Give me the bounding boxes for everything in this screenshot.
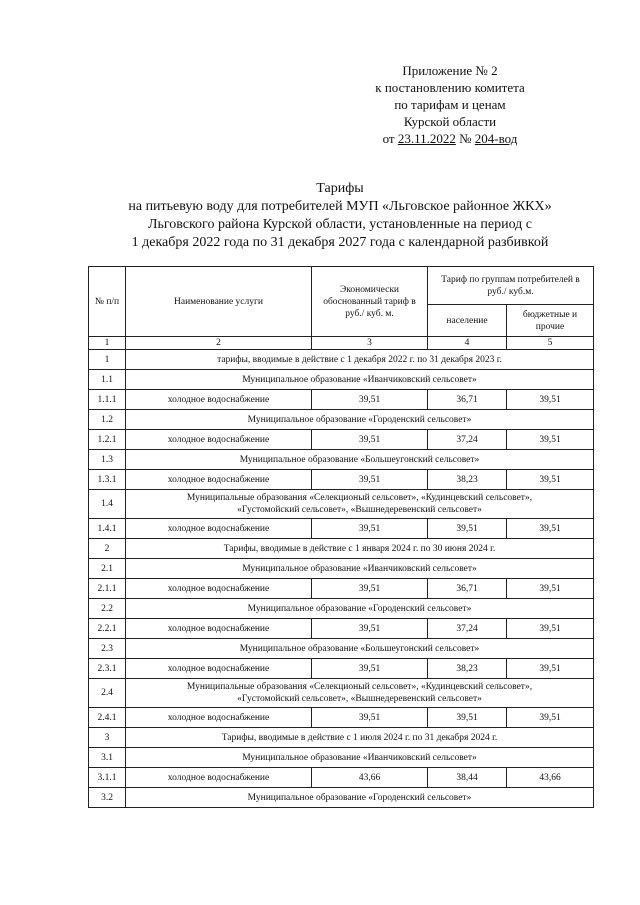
municipality-row: [89, 599, 594, 619]
population-tariff: 39,51: [428, 519, 507, 539]
appendix-line: по тарифам и ценам: [394, 97, 506, 112]
colnum: 3: [312, 337, 428, 350]
econ-tariff: 39,51: [312, 390, 428, 410]
econ-tariff: 39,51: [312, 619, 428, 639]
econ-tariff: 39,51: [312, 659, 428, 679]
budget-tariff: 43,66: [507, 768, 594, 788]
title-line: на питьевую воду для потребителей МУП «Льговское районное ЖКХ»: [128, 199, 552, 214]
population-tariff: 37,24: [428, 430, 507, 450]
row-number: 1.4.1: [89, 519, 126, 539]
econ-tariff: 43,66: [312, 768, 428, 788]
service-name: холодное водоснабжение: [126, 708, 312, 728]
appendix-line: Приложение № 2: [402, 63, 498, 78]
budget-tariff: 39,51: [507, 470, 594, 490]
tariff-table: [88, 266, 594, 808]
service-name: холодное водоснабжение: [126, 768, 312, 788]
table-row: [89, 390, 594, 410]
row-number: 1.3: [89, 450, 126, 470]
period-row: [89, 728, 594, 748]
municipality-row: [89, 370, 594, 390]
period-label: Тарифы, вводимые в действие с 1 января 2024 г. по 30 июня 2024 г.: [126, 539, 594, 559]
row-number: 2.4: [89, 679, 126, 708]
document-title: [80, 180, 600, 252]
row-number: 1.3.1: [89, 470, 126, 490]
budget-tariff: 39,51: [507, 579, 594, 599]
municipality-label: Муниципальное образование «Иванчиковский сельсовет»: [126, 559, 594, 579]
row-number: 1.1.1: [89, 390, 126, 410]
budget-tariff: 39,51: [507, 430, 594, 450]
row-number: 3.1.1: [89, 768, 126, 788]
period-label: Тарифы, вводимые в действие с 1 июля 2024 г. по 31 декабря 2024 г.: [126, 728, 594, 748]
appendix-number: 204-вод: [474, 131, 518, 146]
population-tariff: 38,23: [428, 659, 507, 679]
appendix-prefix: от: [382, 131, 398, 146]
header-name: Наименование услуги: [126, 267, 312, 337]
municipality-row: [89, 410, 594, 430]
municipality-row: [89, 788, 594, 808]
population-tariff: 39,51: [428, 708, 507, 728]
econ-tariff: 39,51: [312, 579, 428, 599]
row-number: 1.4: [89, 490, 126, 519]
municipality-label: Муниципальное образование «Городенский сельсовет»: [126, 410, 594, 430]
municipality-row: [89, 490, 594, 519]
econ-tariff: 39,51: [312, 430, 428, 450]
title-line: 1 декабря 2022 года по 31 декабря 2027 года с календарной разбивкой: [131, 235, 549, 250]
budget-tariff: 39,51: [507, 659, 594, 679]
row-number: 3.1: [89, 748, 126, 768]
title-line: Тарифы: [316, 181, 364, 196]
row-number: 2.1.1: [89, 579, 126, 599]
service-name: холодное водоснабжение: [126, 659, 312, 679]
colnum: 2: [126, 337, 312, 350]
econ-tariff: 39,51: [312, 708, 428, 728]
municipality-label: Муниципальное образование «Городенский сельсовет»: [126, 599, 594, 619]
service-name: холодное водоснабжение: [126, 390, 312, 410]
colnum: 4: [428, 337, 507, 350]
header-econ: Экономически обоснованный тариф в руб./ куб. м.: [312, 267, 428, 337]
municipality-row: [89, 679, 594, 708]
municipality-row: [89, 559, 594, 579]
row-number: 1.2.1: [89, 430, 126, 450]
appendix-date: 23.11.2022: [397, 131, 456, 146]
budget-tariff: 39,51: [507, 619, 594, 639]
row-number: 2.2.1: [89, 619, 126, 639]
municipality-label: Муниципальное образование «Иванчиковский сельсовет»: [126, 748, 594, 768]
row-number: 2.4.1: [89, 708, 126, 728]
table-row: [89, 708, 594, 728]
table-body: [89, 350, 594, 808]
population-tariff: 38,44: [428, 768, 507, 788]
header-population: население: [428, 305, 507, 337]
table-row: [89, 430, 594, 450]
table-row: [89, 579, 594, 599]
municipality-label: Муниципальное образование «Большеугонский сельсовет»: [126, 639, 594, 659]
municipality-label: [126, 679, 594, 708]
appendix-number-sign: №: [455, 131, 475, 146]
municipality-row: [89, 450, 594, 470]
municipality-label-line: Муниципальные образования «Селекционый сельсовет», «Кудинцевский сельсовет»,: [186, 493, 533, 503]
table-row: [89, 619, 594, 639]
table-row: [89, 768, 594, 788]
budget-tariff: 39,51: [507, 708, 594, 728]
service-name: холодное водоснабжение: [126, 470, 312, 490]
appendix-line: к постановлению комитета: [375, 80, 525, 95]
municipality-label-line: «Густомойский сельсовет», «Вышнедеревенский сельсовет»: [237, 505, 482, 515]
header-budget: бюджетные и прочие: [507, 305, 594, 337]
title-line: Льговского района Курской области, установленные на период с: [147, 217, 533, 232]
population-tariff: 36,71: [428, 579, 507, 599]
service-name: холодное водоснабжение: [126, 519, 312, 539]
municipality-label: Муниципальное образование «Городенский сельсовет»: [126, 788, 594, 808]
table-row: [89, 519, 594, 539]
municipality-label-line: «Густомойский сельсовет», «Вышнедеревенский сельсовет»: [237, 694, 482, 704]
service-name: холодное водоснабжение: [126, 579, 312, 599]
period-label: тарифы, вводимые в действие с 1 декабря 2022 г. по 31 декабря 2023 г.: [126, 350, 594, 370]
row-number: 3: [89, 728, 126, 748]
row-number: 2.3: [89, 639, 126, 659]
period-row: [89, 350, 594, 370]
row-number: 1.2: [89, 410, 126, 430]
appendix-date-line: [360, 130, 540, 147]
table-row: [89, 470, 594, 490]
municipality-label: Муниципальное образование «Иванчиковский сельсовет»: [126, 370, 594, 390]
row-number: 2.2: [89, 599, 126, 619]
header-no: № п/п: [89, 267, 126, 337]
population-tariff: 36,71: [428, 390, 507, 410]
header-groups: Тариф по группам потребителей в руб./ куб.м.: [428, 267, 594, 305]
budget-tariff: 39,51: [507, 390, 594, 410]
colnum: 5: [507, 337, 594, 350]
municipality-label: Муниципальное образование «Большеугонский сельсовет»: [126, 450, 594, 470]
municipality-label-line: Муниципальные образования «Селекционый сельсовет», «Кудинцевский сельсовет»,: [186, 682, 533, 692]
period-row: [89, 539, 594, 559]
municipality-label: [126, 490, 594, 519]
row-number: 2: [89, 539, 126, 559]
row-number: 2.3.1: [89, 659, 126, 679]
appendix-line: Курской области: [403, 114, 497, 129]
budget-tariff: 39,51: [507, 519, 594, 539]
municipality-row: [89, 639, 594, 659]
econ-tariff: 39,51: [312, 470, 428, 490]
table-row: [89, 659, 594, 679]
municipality-row: [89, 748, 594, 768]
population-tariff: 37,24: [428, 619, 507, 639]
row-number: 2.1: [89, 559, 126, 579]
service-name: холодное водоснабжение: [126, 430, 312, 450]
row-number: 1: [89, 350, 126, 370]
population-tariff: 38,23: [428, 470, 507, 490]
row-number: 1.1: [89, 370, 126, 390]
colnum: 1: [89, 337, 126, 350]
row-number: 3.2: [89, 788, 126, 808]
appendix-block: [360, 62, 540, 147]
service-name: холодное водоснабжение: [126, 619, 312, 639]
econ-tariff: 39,51: [312, 519, 428, 539]
